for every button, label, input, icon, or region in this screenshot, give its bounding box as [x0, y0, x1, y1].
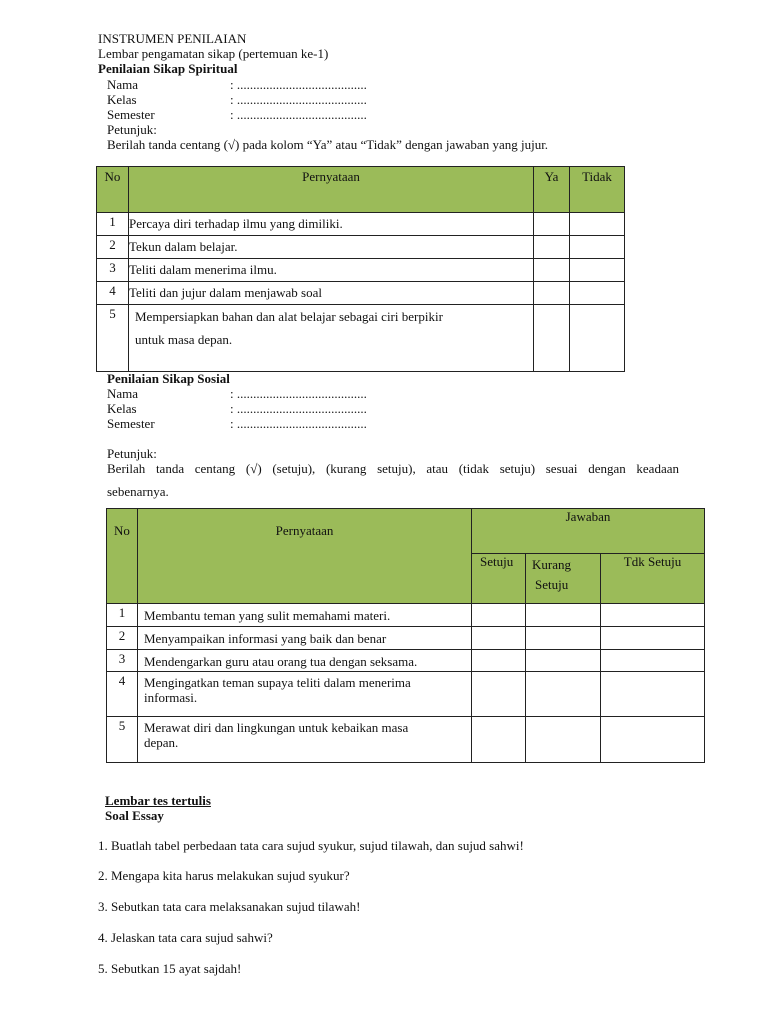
spiritual-heading: Penilaian Sikap Spiritual: [98, 61, 238, 76]
row-statement: Teliti dan jujur dalam menjawab soal: [129, 282, 534, 305]
setuju-checkbox-cell[interactable]: [472, 717, 526, 763]
ya-checkbox-cell[interactable]: [534, 213, 570, 236]
row-statement: Mendengarkan guru atau orang tua dengan seksama.: [138, 650, 472, 672]
sosial-kelas-field[interactable]: : ........................................: [230, 401, 367, 416]
sosial-kelas-label: Kelas: [107, 401, 137, 416]
row-number: 5: [97, 305, 129, 372]
tidak-checkbox-cell[interactable]: [570, 236, 625, 259]
tdk-setuju-checkbox-cell[interactable]: [601, 627, 705, 650]
row-statement: Mempersiapkan bahan dan alat belajar sebagai ciri berpikir: [135, 309, 443, 324]
row-statement: Membantu teman yang sulit memahami materi.: [138, 604, 472, 627]
sosial-semester-field[interactable]: : ........................................: [230, 416, 367, 431]
sosial-petunjuk-label: Petunjuk:: [107, 446, 157, 461]
col-no-header: No: [97, 167, 129, 213]
question-item: 5. Sebutkan 15 ayat sajdah!: [98, 961, 242, 976]
ya-checkbox-cell[interactable]: [534, 282, 570, 305]
kurang-setuju-checkbox-cell[interactable]: [526, 627, 601, 650]
tdk-setuju-checkbox-cell[interactable]: [601, 604, 705, 627]
document-subtitle: Lembar pengamatan sikap (pertemuan ke-1): [98, 46, 329, 61]
spiritual-nama-field[interactable]: : ........................................: [230, 77, 367, 92]
setuju-checkbox-cell[interactable]: [472, 604, 526, 627]
sosial-nama-field[interactable]: : ........................................: [230, 386, 367, 401]
row-number: 2: [97, 236, 129, 259]
row-number: 3: [97, 259, 129, 282]
col-ya-header: Ya: [534, 167, 570, 213]
sosial-heading: Penilaian Sikap Sosial: [107, 371, 230, 386]
document-title: INSTRUMEN PENILAIAN: [98, 31, 247, 46]
row-statement: Percaya diri terhadap ilmu yang dimiliki.: [129, 213, 534, 236]
spiritual-semester-field[interactable]: : ........................................: [230, 107, 367, 122]
tdk-setuju-checkbox-cell[interactable]: [601, 717, 705, 763]
row-statement-continued: depan.: [144, 735, 179, 750]
kurang-setuju-checkbox-cell[interactable]: [526, 650, 601, 672]
spiritual-nama-label: Nama: [107, 77, 139, 92]
question-item: 1. Buatlah tabel perbedaan tata cara sujud syukur, sujud tilawah, dan sujud sahwi!: [98, 838, 524, 853]
col-pernyataan-header: Pernyataan: [138, 509, 472, 604]
row-number: 4: [97, 282, 129, 305]
spiritual-petunjuk-text: Berilah tanda centang (√) pada kolom “Ya” atau “Tidak” dengan jawaban yang jujur.: [107, 137, 549, 152]
col-jawaban-header: Jawaban: [472, 509, 705, 554]
table-row: [97, 282, 625, 305]
sosial-semester-label: Semester: [107, 416, 155, 431]
col-kurang-setuju-header: [526, 554, 601, 604]
question-item: 4. Jelaskan tata cara sujud sahwi?: [98, 930, 273, 945]
kurang-setuju-checkbox-cell[interactable]: [526, 717, 601, 763]
setuju-checkbox-cell[interactable]: [472, 650, 526, 672]
tdk-setuju-checkbox-cell[interactable]: [601, 650, 705, 672]
ya-checkbox-cell[interactable]: [534, 236, 570, 259]
row-statement-continued: untuk masa depan.: [135, 332, 233, 347]
tdk-setuju-checkbox-cell[interactable]: [601, 672, 705, 717]
ya-checkbox-cell[interactable]: [534, 305, 570, 372]
sosial-petunjuk-text-continued: sebenarnya.: [107, 484, 169, 499]
table-row: [97, 236, 625, 259]
col-tdk-setuju-header: Tdk Setuju: [601, 554, 705, 604]
kurang-setuju-checkbox-cell[interactable]: [526, 604, 601, 627]
row-statement: Mengingatkan teman supaya teliti dalam menerima: [144, 675, 411, 690]
tidak-checkbox-cell[interactable]: [570, 259, 625, 282]
row-statement: Tekun dalam belajar.: [129, 236, 534, 259]
row-statement-cell: [138, 717, 472, 763]
row-number: 5: [107, 717, 138, 763]
row-statement: Merawat diri dan lingkungan untuk kebaikan masa: [144, 720, 409, 735]
tidak-checkbox-cell[interactable]: [570, 282, 625, 305]
table-row: [97, 259, 625, 282]
col-setuju-header: Setuju: [472, 554, 526, 604]
question-item: 2. Mengapa kita harus melakukan sujud syukur?: [98, 868, 350, 883]
col-no-header: No: [107, 509, 138, 604]
setuju-checkbox-cell[interactable]: [472, 627, 526, 650]
spiritual-petunjuk-label: Petunjuk:: [107, 122, 157, 137]
table-row: [107, 650, 705, 672]
question-item: 3. Sebutkan tata cara melaksanakan sujud tilawah!: [98, 899, 361, 914]
row-number: 2: [107, 627, 138, 650]
table-row: [107, 717, 705, 763]
table-row: [97, 305, 625, 372]
spiritual-kelas-field[interactable]: : ........................................: [230, 92, 367, 107]
row-statement: Teliti dalam menerima ilmu.: [129, 259, 534, 282]
col-kurang-label: Kurang: [532, 557, 571, 572]
row-number: 1: [97, 213, 129, 236]
tes-heading: Lembar tes tertulis: [105, 793, 211, 808]
row-statement: Menyampaikan informasi yang baik dan benar: [138, 627, 472, 650]
ya-checkbox-cell[interactable]: [534, 259, 570, 282]
col-kurang-label-2: Setuju: [535, 577, 569, 592]
setuju-checkbox-cell[interactable]: [472, 672, 526, 717]
spiritual-table: [96, 166, 625, 372]
row-number: 4: [107, 672, 138, 717]
sosial-table-header: [107, 509, 705, 554]
spiritual-kelas-label: Kelas: [107, 92, 137, 107]
spiritual-semester-label: Semester: [107, 107, 155, 122]
row-statement-continued: informasi.: [144, 690, 198, 705]
table-row: [107, 672, 705, 717]
tes-subheading: Soal Essay: [105, 808, 164, 823]
row-statement-cell: [138, 672, 472, 717]
sosial-table: [106, 508, 705, 763]
tidak-checkbox-cell[interactable]: [570, 213, 625, 236]
col-tidak-header: Tidak: [570, 167, 625, 213]
sosial-petunjuk-text: Berilah tanda centang (√) (setuju), (kurang setuju), atau (tidak setuju) sesuai dengan keadaan: [107, 461, 679, 476]
kurang-setuju-checkbox-cell[interactable]: [526, 672, 601, 717]
sosial-nama-label: Nama: [107, 386, 139, 401]
row-number: 1: [107, 604, 138, 627]
table-row: [107, 604, 705, 627]
col-pernyataan-header: Pernyataan: [129, 167, 534, 213]
spiritual-table-header: [97, 167, 625, 213]
table-row: [107, 627, 705, 650]
table-row: [97, 213, 625, 236]
row-statement-cell: [129, 305, 534, 372]
tidak-checkbox-cell[interactable]: [570, 305, 625, 372]
row-number: 3: [107, 650, 138, 672]
